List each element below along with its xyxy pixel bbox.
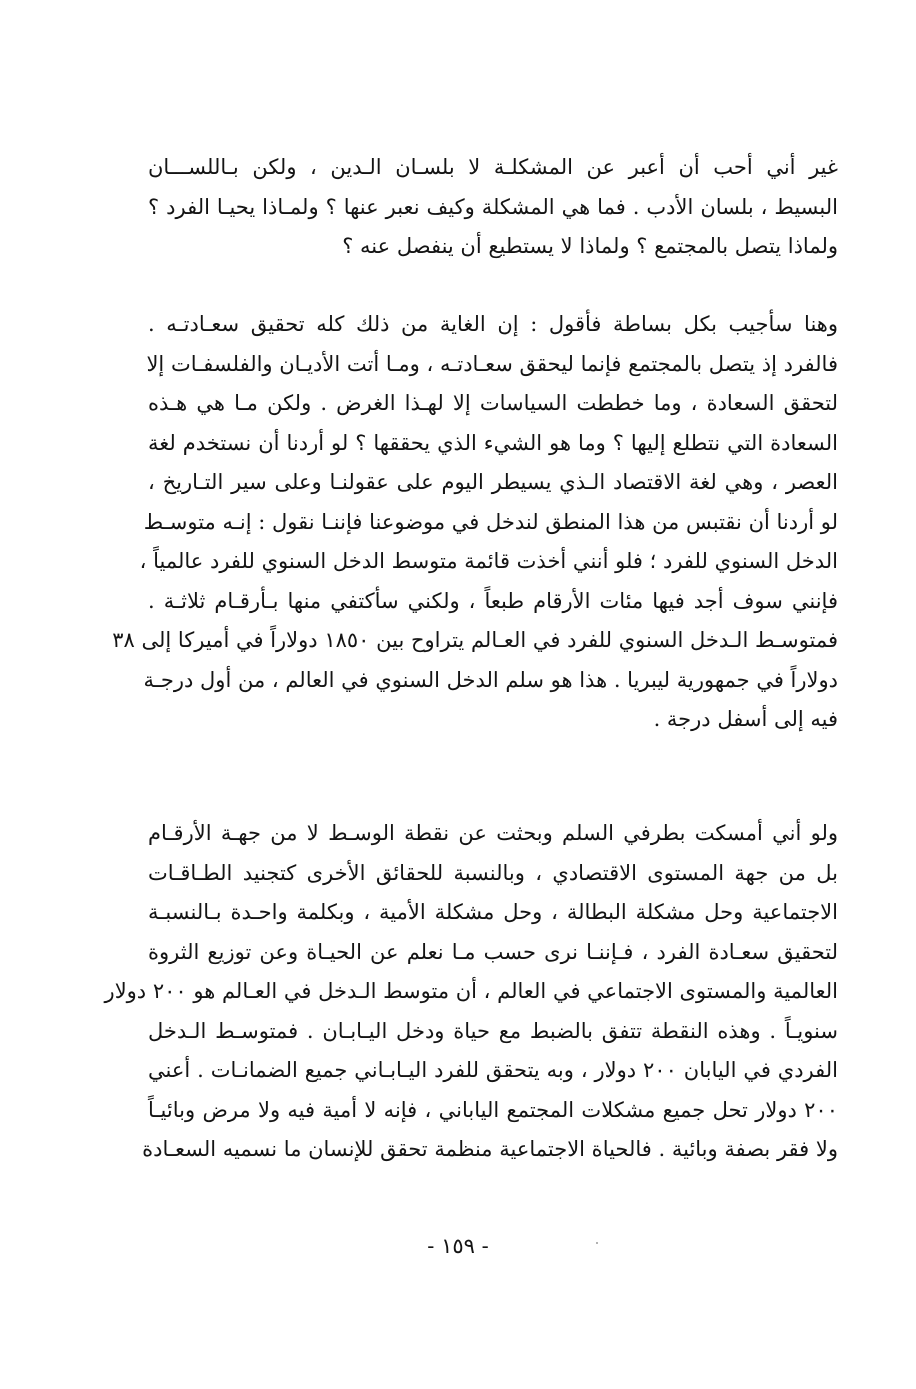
text-line: فمتوسـط الـدخل السنوي للفرد في العـالم يتراوح بين ١٨٥٠ دولاراً في أميركا إلى ٣٨ [112, 628, 838, 652]
text-line: ٢٠٠ دولار تحل جميع مشكلات المجتمع الياباني ، فإنه لا أمية فيه ولا مرض وبائيـاً [148, 1097, 838, 1122]
paragraph-2 [112, 305, 839, 740]
paragraph-1 [148, 148, 838, 267]
text-line: فيه إلى أسفل درجة . [653, 707, 838, 731]
text-line: سنويـاً . وهذه النقطة تتفق بالضبط مع حياة ودخل اليـابـان . فمتوسـط الـدخل [148, 1018, 838, 1043]
text-line: ولو أني أمسكت بطرفي السلم وبحثت عن نقطة الوسـط لا من جهـة الأرقـام [148, 821, 838, 845]
text-line: فإنني سوف أجد فيها مئات الأرقام طبعاً ، ولكني سأكتفي منها بـأرقـام ثلاثـة . [148, 588, 838, 613]
text-line: وهنا سأجيب بكل بساطة فأقول : إن الغاية من ذلك كله تحقيق سعـادتـه . [148, 312, 839, 336]
text-line: بل من جهة المستوى الاقتصادي ، وبالنسبة للحقائق الأخرى كتجنيد الطـاقـات [148, 860, 838, 885]
text-line: ولماذا يتصل بالمجتمع ؟ ولماذا لا يستطيع أن ينفصل عنه ؟ [342, 234, 838, 258]
text-line: الفردي في اليابان ٢٠٠ دولار ، وبه يتحقق للفرد اليـابـاني جميع الضمانـات . أعني [148, 1058, 839, 1082]
text-line: الدخل السنوي للفرد ؛ فلو أنني أخذت قائمة متوسط الدخل السنوي للفرد عالمياً ، [139, 549, 838, 573]
text-line: لو أردنا أن نقتبس من هذا المنطق لندخل في موضوعنا فإننـا نقول : إنـه متوسـط [143, 509, 838, 534]
page-number: - ١٥٩ - [427, 1234, 489, 1258]
paragraph-3 [104, 814, 839, 1170]
text-line: البسيط ، بلسان الأدب . فما هي المشكلة وكيف نعبر عنها ؟ ولمـاذا يحيـا الفرد ؟ [148, 194, 838, 219]
text-line: العصر ، وهي لغة الاقتصاد الـذي يسيطر اليوم على عقولنـا وعلى سير التـاريخ ، [148, 470, 838, 494]
text-line: فالفرد إذ يتصل بالمجتمع فإنما ليحقق سعـادتـه ، ومـا أتت الأديـان والفلسفـات إلا [146, 351, 838, 376]
text-line: غير أني أحب أن أعبر عن المشكلـة لا بلسـان الـدين ، ولكن بـاللســـان [148, 155, 838, 179]
text-line: العالمية والمستوى الاجتماعي في العالم ، أن متوسط الـدخل في العـالم هو ٢٠٠ دولار [104, 979, 838, 1003]
text-line: لتحقيق سعـادة الفرد ، فـإننـا نرى حسب مـا نعلم عن الحيـاة وعن توزيع الثروة [148, 939, 838, 964]
text-line: دولاراً في جمهورية ليبريا . هذا هو سلم الدخل السنوي في العالم ، من أول درجـة [143, 667, 838, 692]
text-line: الاجتماعية وحل مشكلة البطالة ، وحل مشكلة الأمية ، وبكلمة واحـدة بـالنسبـة [148, 900, 838, 924]
scan-speck [596, 1242, 598, 1244]
text-line: لتحقق السعادة ، وما خططت السياسات إلا لهـذا الغرض . ولكن مـا هي هـذه [148, 391, 838, 415]
text-line: السعادة التي نتطلع إليها ؟ وما هو الشيء الذي يحققها ؟ لو أردنا أن نستخدم لغة [148, 430, 838, 455]
text-line: ولا فقر بصفة وبائية . فالحياة الاجتماعية منظمة تحقق للإنسان ما نسميه السعـادة [142, 1137, 838, 1161]
